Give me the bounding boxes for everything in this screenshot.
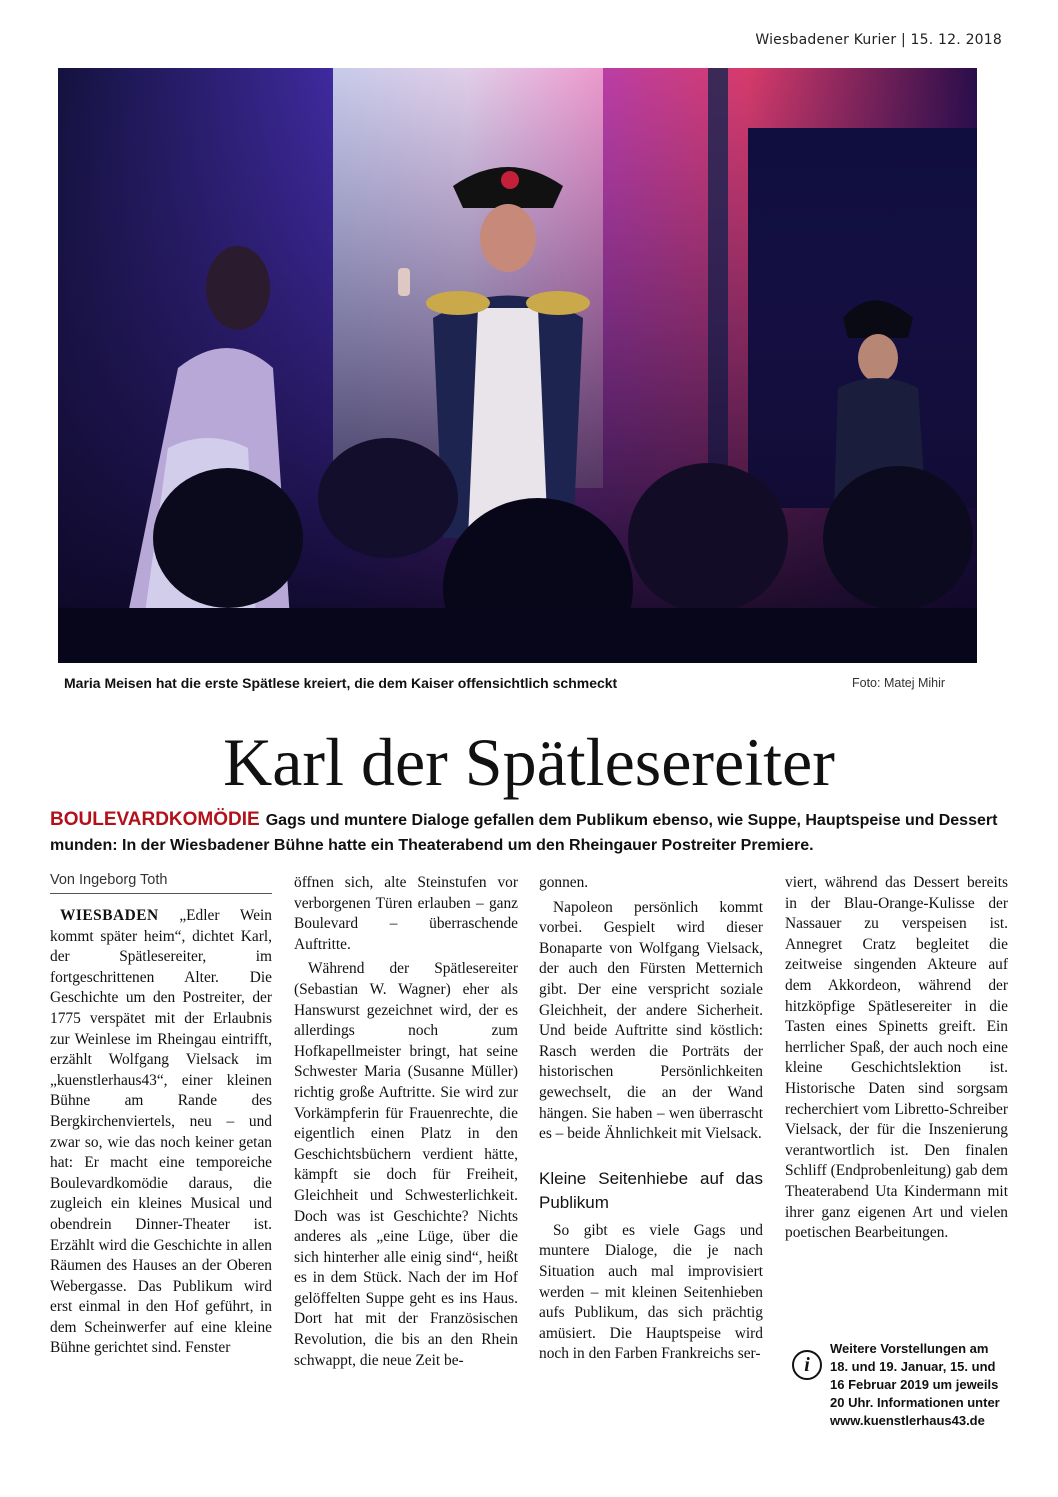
info-icon: i <box>792 1350 822 1380</box>
lead-text: Gags und muntere Dialoge gefallen dem Publikum ebenso, wie Suppe, Hauptspeise und Dessert munden: In der Wiesbadener Bühne hatte ein Theaterabend um den Rheingauer Postreiter Premiere. <box>50 812 998 854</box>
body-text: „Edler Wein kommt später heim“, dichtet Karl, der Spätlesereiter, im fortgeschrittenen Alter. Die Geschichte um den Postreiter, der 1775 verspätet mit der Erlaubnis zur Weinlese im Rheingau eintrifft, erzählt Wolfgang Vielsack im „kuenstlerhaus43“, einer kleinen Bühne am Rande des Bergkirchenviertels, neu – und zwar so, wie das noch keiner getan hat: Er macht eine temporeiche Boulevardkomödie daraus, die zugleich ein kleines Musical und obendrein Dinner-Theater ist. Erzählt wird die Geschichte in allen Räumen des Hauses an der Oberen Webergasse. Das Publikum wird erst einmal in den Hof geführt, in dem Scheinwerfer auf eine kleine Bühne gerichtet sind. Fenster <box>50 907 272 1357</box>
body-paragraph: Napoleon persönlich kommt vorbei. Gespielt wird dieser Bonaparte von Wolfgang Vielsack, der auch den Fürsten Metternich gibt. Der eine verspricht soziale Gleichheit, der andere Sicherheit. Und beide Auftritte sind köstlich: Rasch werden die Porträts der historischen Persönlichkeiten gewechselt, die an der Wand hängen. Sie haben – wen überrascht es – beide Ähnlichkeit mit Vielsack. <box>539 898 763 1143</box>
article-column-4 <box>785 873 1008 1248</box>
body-paragraph: So gibt es viele Gags und muntere Dialoge, die je nach Situation auch mal improvisiert werden – mit kleinen Seitenhieben aufs Publikum, das sich prächtig amüsiert. Die Hauptspeise wird noch in den Farben Frankreichs ser- <box>539 1221 763 1363</box>
dateline: WIESBADEN <box>60 907 159 924</box>
stage-photo-illustration <box>58 68 977 663</box>
kicker: BOULEVARDKOMÖDIE <box>50 809 260 830</box>
article-column-1 <box>50 906 272 1363</box>
info-text: Weitere Vorstellungen am 18. und 19. Januar, 15. und 16 Februar 2019 um jeweils 20 Uhr. Informationen unter www.kuenstlerhaus43.de <box>830 1341 1000 1428</box>
body-paragraph <box>50 906 272 1359</box>
info-box <box>788 1340 1010 1430</box>
article-column-3 <box>539 873 763 1369</box>
body-paragraph: Während der Spätlesereiter (Sebastian W. Wagner) eher als Hanswurst gezeichnet wird, der es allerdings noch zum Hofkapellmeister bringt, hat seine Schwester Maria (Susanne Müller) richtig große Auftritte. Sie wird zur Vorkämpferin für Frauenrechte, die eigentlich einen Platz in den Geschichtsbüchern verdient hätte, kämpft sie doch für Freiheit, Gleichheit und Schwesterlichkeit. Doch was ist Geschichte? Nichts anderes als „eine Lüge, über die sich hinterher alle einig sind“, heißt es in dem Stück. Nach der im Hof gelöffelten Suppe geht es ins Haus. Dort hat mit der Französischen Revolution, die bis an den Rhein schwappt, die neue Zeit be- <box>294 960 518 1369</box>
lead-paragraph <box>50 807 1000 858</box>
body-paragraph: viert, während das Dessert bereits in der Blau-Orange-Kulisse der Nassauer zu verspeisen ist. Annegret Cratz begleitet die zeitweise singenden Akteure auf dem Akkordeon, während der hitzköpfige Spätlesereiter in die Tasten eines Spinetts greift. Ein herrlicher Spaß, der auch noch eine kleine Geschichtslektion ist. Historische Daten sind sorgsam recherchiert vom Libretto-Schreiber Vielsack, der für die Inszenierung verantwortlich ist. Den finalen Schliff (Endprobenleitung) gab dem Theaterabend Uta Kindermann mit ihrer ganz eigenen Art und vielen poetischen Bearbeitungen. <box>785 874 1008 1242</box>
subheading: Kleine Seitenhiebe auf das Publikum <box>539 1168 763 1212</box>
body-paragraph: gonnen. <box>539 874 589 891</box>
article-column-2 <box>294 873 518 1375</box>
byline: Von Ingeborg Toth <box>50 872 272 894</box>
masthead: Wiesbadener Kurier | 15. 12. 2018 <box>755 32 1002 48</box>
stage-photo <box>58 68 977 663</box>
photo-credit: Foto: Matej Mihir <box>852 676 946 690</box>
body-paragraph: öffnen sich, alte Steinstufen vor verborgenen Türen erlauben – ganz Boulevard – überraschende Auftritte. <box>294 874 518 953</box>
headline: Karl der Spätlesereiter <box>223 724 835 800</box>
photo-caption: Maria Meisen hat die erste Spätlese kreiert, die dem Kaiser offensichtlich schmeckt <box>64 675 618 691</box>
